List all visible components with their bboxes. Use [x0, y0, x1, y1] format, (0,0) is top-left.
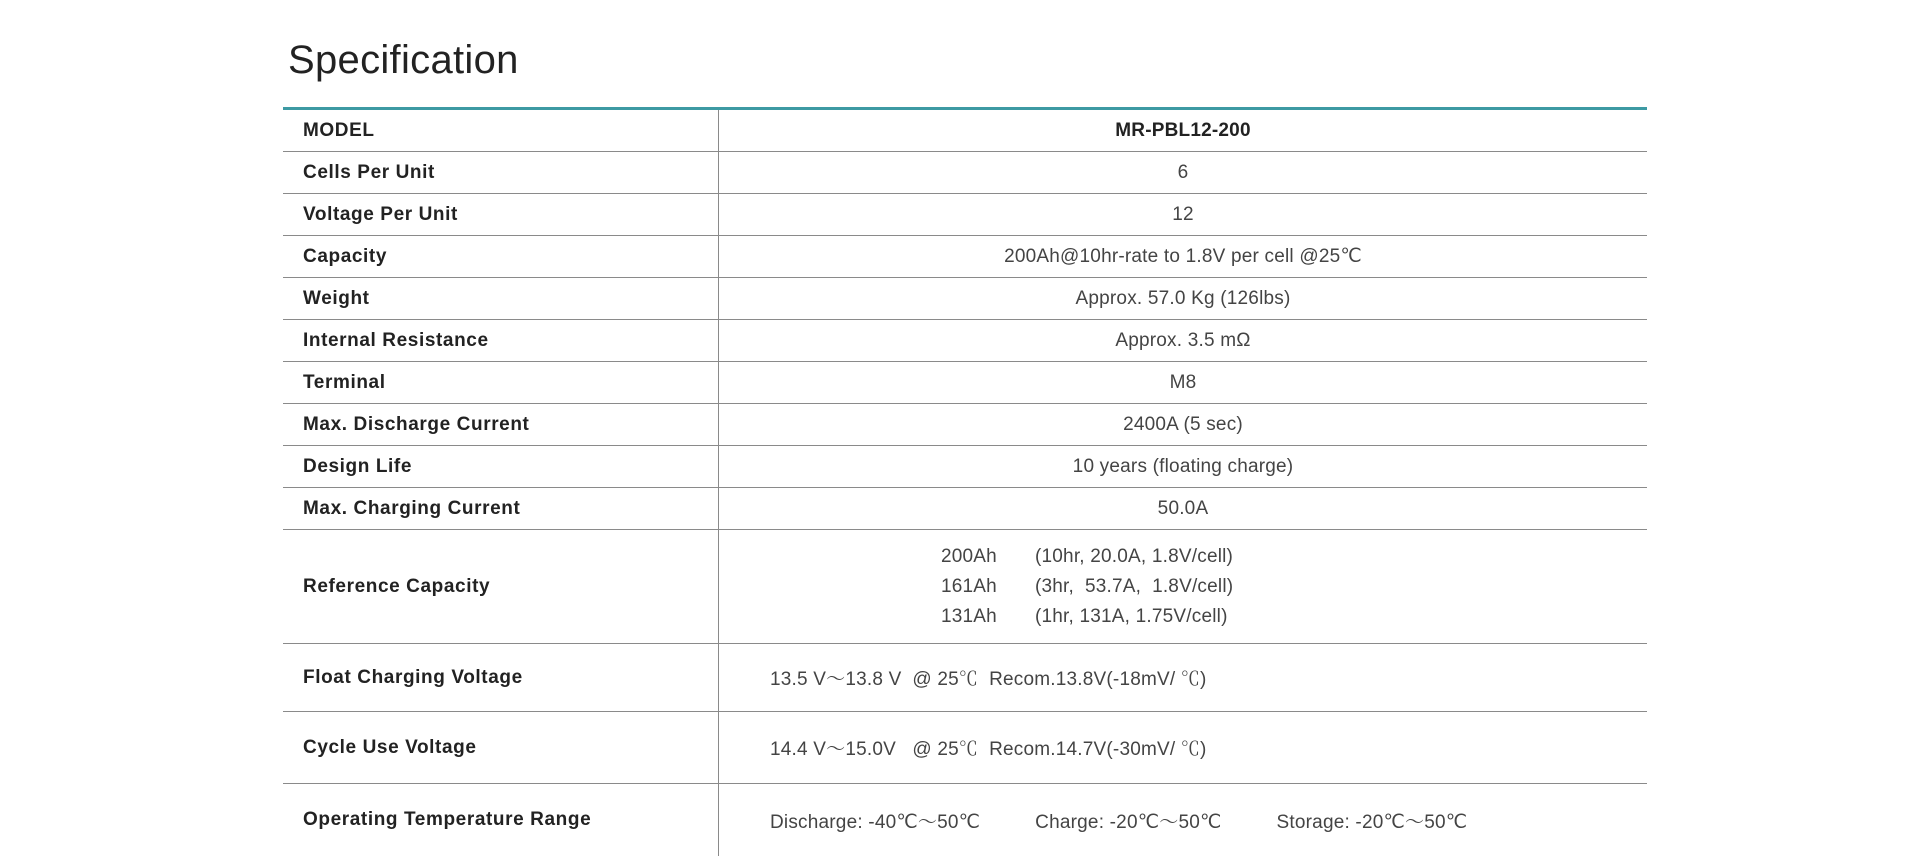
row-value: M8: [1169, 371, 1197, 393]
row-value: MR-PBL12-200: [1115, 119, 1251, 141]
row-label: Reference Capacity: [283, 530, 719, 643]
table-row: [283, 194, 1647, 236]
table-row-cycle-use: [283, 712, 1647, 784]
row-label: Design Life: [283, 446, 719, 487]
table-row: [283, 362, 1647, 404]
reference-capacity-line: [941, 546, 1233, 568]
row-value: 2400A (5 sec): [1123, 413, 1243, 435]
row-value: 12: [1172, 203, 1194, 225]
capacity-ah: 161Ah: [941, 575, 997, 597]
row-label: Terminal: [283, 362, 719, 403]
row-label: Max. Charging Current: [283, 488, 719, 529]
row-value: Approx. 57.0 Kg (126lbs): [1075, 287, 1291, 309]
table-row: [283, 236, 1647, 278]
reference-capacity-line: [941, 576, 1233, 598]
table-row: [283, 320, 1647, 362]
page-title: Specification: [288, 38, 519, 82]
row-label: Cycle Use Voltage: [283, 712, 719, 783]
row-label: Weight: [283, 278, 719, 319]
operating-temperature-values: [719, 784, 1647, 856]
row-label: Max. Discharge Current: [283, 404, 719, 445]
table-row-operating-temperature: [283, 784, 1647, 856]
storage-temp: Storage: -20℃～50℃: [1276, 811, 1468, 833]
row-label: Voltage Per Unit: [283, 194, 719, 235]
capacity-ah: 200Ah: [941, 545, 997, 567]
row-label: MODEL: [283, 110, 719, 151]
row-label: Cells Per Unit: [283, 152, 719, 193]
row-value: 10 years (floating charge): [1072, 455, 1294, 477]
table-row: [283, 278, 1647, 320]
table-row: [283, 446, 1647, 488]
row-value: Approx. 3.5 mΩ: [1115, 329, 1251, 351]
discharge-temp: Discharge: -40℃～50℃: [770, 811, 981, 833]
row-value: 14.4 V～15.0V @ 25℃ Recom.14.7V(-30mV/ ℃): [770, 739, 1207, 760]
row-label: Float Charging Voltage: [283, 644, 719, 711]
row-label: Internal Resistance: [283, 320, 719, 361]
row-label: Operating Temperature Range: [283, 784, 719, 856]
row-label: Capacity: [283, 236, 719, 277]
capacity-ah: 131Ah: [941, 605, 997, 627]
reference-capacity-values: [719, 530, 1647, 643]
table-row: [283, 152, 1647, 194]
capacity-detail: (10hr, 20.0A, 1.8V/cell): [1035, 545, 1234, 567]
table-row-float-charging: [283, 644, 1647, 712]
charge-temp: Charge: -20℃～50℃: [1035, 811, 1222, 833]
row-value: 50.0A: [1157, 497, 1209, 519]
specification-table: [283, 107, 1647, 856]
capacity-detail: (3hr, 53.7A, 1.8V/cell): [1035, 575, 1234, 597]
capacity-detail: (1hr, 131A, 1.75V/cell): [1035, 605, 1228, 627]
row-value: 6: [1177, 161, 1189, 183]
row-value: 13.5 V～13.8 V @ 25℃ Recom.13.8V(-18mV/ ℃): [770, 669, 1207, 690]
row-value: 200Ah@10hr-rate to 1.8V per cell @25℃: [1004, 246, 1362, 267]
table-row-reference-capacity: [283, 530, 1647, 644]
table-row-model: [283, 110, 1647, 152]
reference-capacity-line: [941, 606, 1228, 628]
table-row: [283, 404, 1647, 446]
table-row: [283, 488, 1647, 530]
